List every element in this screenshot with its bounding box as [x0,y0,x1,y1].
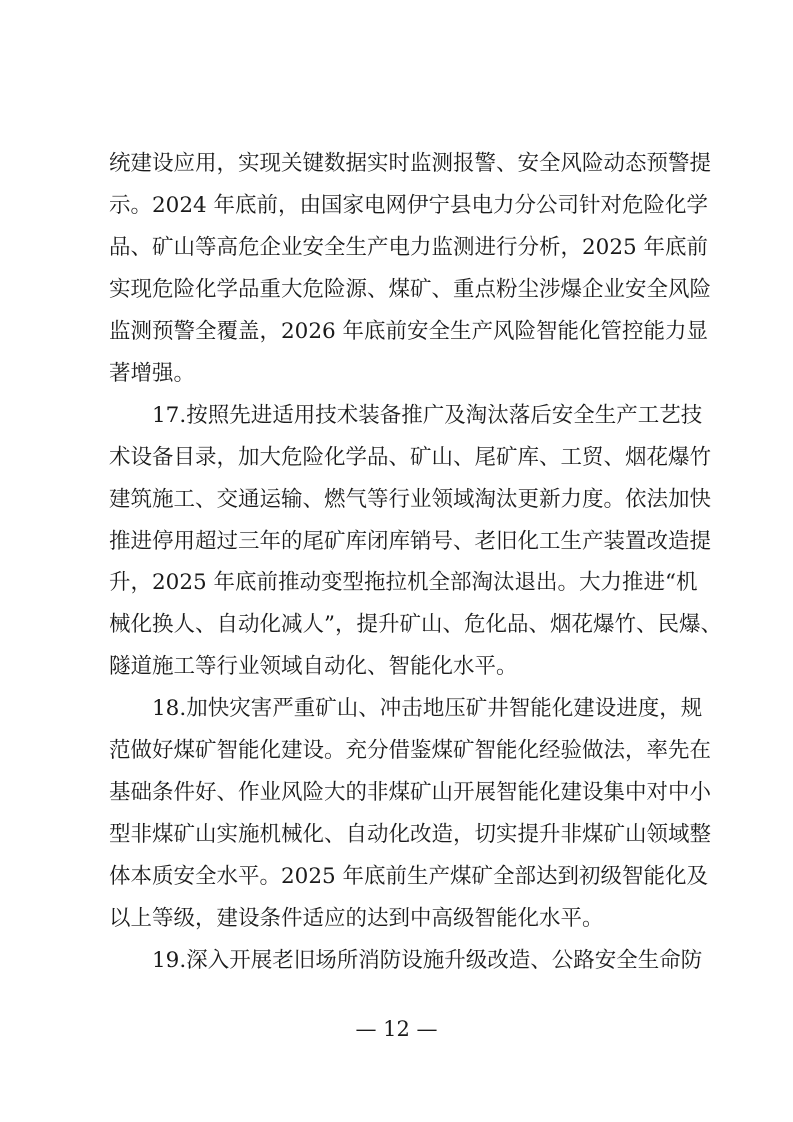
page-number: — 12 — [355,1017,438,1041]
body-text-line: 统建设应用，实现关键数据实时监测报警、安全风险动态预警提 [109,151,712,176]
body-text-line: 术设备目录，加大危险化学品、矿山、尾矿库、工贸、烟花爆竹 [109,445,712,470]
body-text-line: 体本质安全水平。2025 年底前生产煤矿全部达到初级智能化及 [109,864,709,889]
body-text-line: 推进停用超过三年的尾矿库闭库销号、老旧化工生产装置改造提 [109,529,712,554]
body-text-line: 械化换人、自动化减人”，提升矿山、危化品、烟花爆竹、民爆、 [109,612,722,637]
body-text-line: 基础条件好、作业风险大的非煤矿山开展智能化建设集中对中小 [109,780,712,805]
body-text-line: 以上等级，建设条件适应的达到中高级智能化水平。 [109,906,604,931]
body-text-line: 监测预警全覆盖，2026 年底前安全生产风险智能化管控能力显 [109,319,709,344]
body-text-line: 品、矿山等高危企业安全生产电力监测进行分析，2025 年底前 [109,235,709,260]
body-text-line: 示。2024 年底前，由国家电网伊宁县电力分公司针对危险化学 [109,193,709,218]
body-text-line: 隧道施工等行业领域自动化、智能化水平。 [109,654,518,679]
paragraph-18-first-line: 18.加快灾害严重矿山、冲击地压矿井智能化建设进度，规 [152,696,703,721]
body-text-line: 范做好煤矿智能化建设。充分借鉴煤矿智能化经验做法，率先在 [109,738,712,763]
body-text-line: 建筑施工、交通运输、燃气等行业领域淘汰更新力度。依法加快 [109,487,712,512]
body-text-line: 型非煤矿山实施机械化、自动化改造，切实提升非煤矿山领域整 [109,822,712,847]
paragraph-17-first-line: 17.按照先进适用技术装备推广及淘汰落后安全生产工艺技 [152,403,703,428]
body-text-line: 著增强。 [109,361,196,386]
body-text-line: 升，2025 年底前推动变型拖拉机全部淘汰退出。大力推进“机 [109,570,698,595]
body-text-line: 实现危险化学品重大危险源、煤矿、重点粉尘涉爆企业安全风险 [109,277,712,302]
paragraph-19-first-line: 19.深入开展老旧场所消防设施升级改造、公路安全生命防 [152,948,703,973]
